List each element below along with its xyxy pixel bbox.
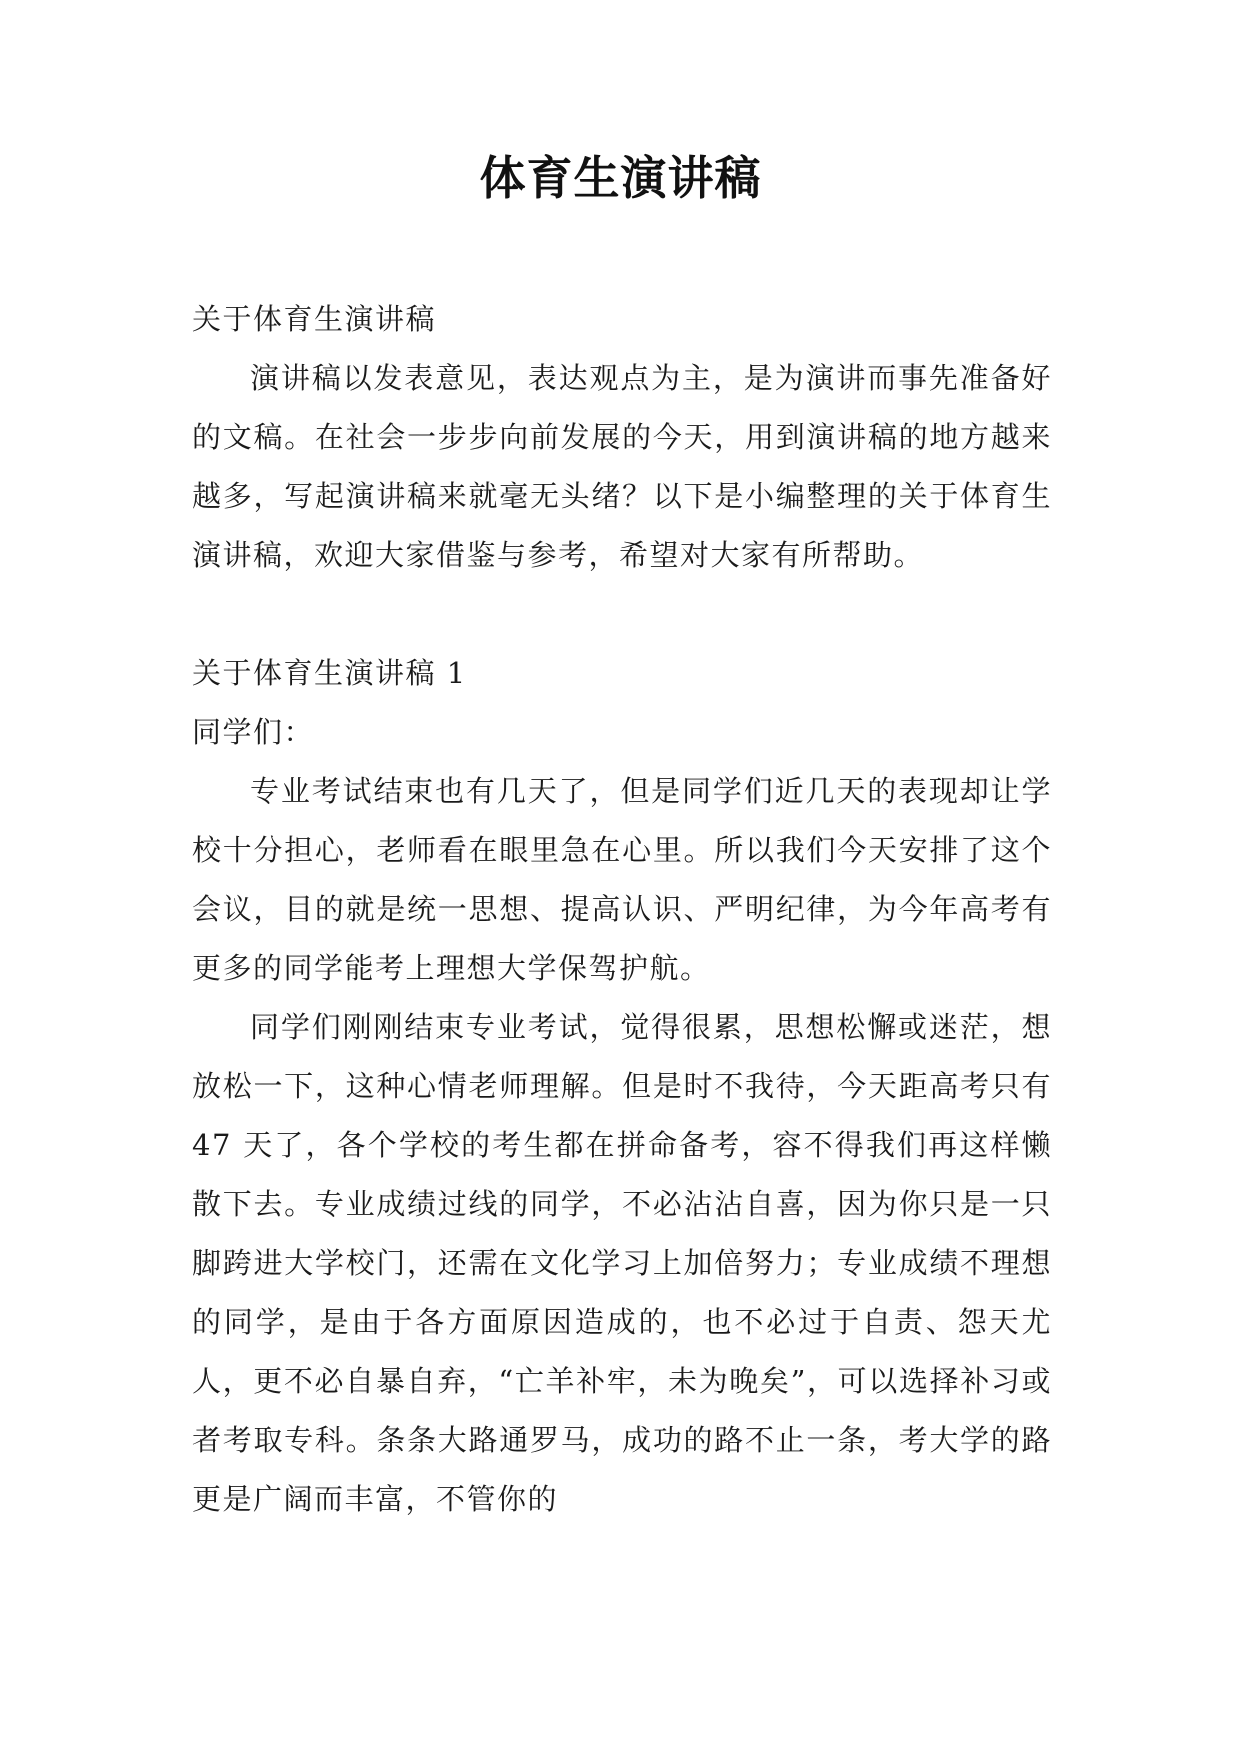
document-title: 体育生演讲稿 bbox=[479, 151, 762, 205]
body-paragraph-1: 专业考试结束也有几天了，但是同学们近几天的表现却让学校十分担心，老师看在眼里急在心里。所以我们今天安排了这个会议，目的就是统一思想、提高认识、严明纪律，为今年高考有更多的同学能考上理想大学保驾护航。 bbox=[192, 774, 1052, 985]
section-heading: 关于体育生演讲稿 1 bbox=[192, 656, 467, 690]
document-body bbox=[192, 290, 1052, 1529]
intro-paragraph: 演讲稿以发表意见，表达观点为主，是为演讲而事先准备好的文稿。在社会一步步向前发展的今天，用到演讲稿的地方越来越多，写起演讲稿来就毫无头绪？以下是小编整理的关于体育生演讲稿，欢迎大家借鉴与参考，希望对大家有所帮助。 bbox=[192, 361, 1052, 572]
salutation: 同学们： bbox=[192, 715, 315, 749]
body-paragraph-2: 同学们刚刚结束专业考试，觉得很累，思想松懈或迷茫，想放松一下，这种心情老师理解。但是时不我待，今天距高考只有 47 天了，各个学校的考生都在拼命备考，容不得我们再这样懒散下去。专业成绩过线的同学，不必沾沾自喜，因为你只是一只脚跨进大学校门，还需在文化学习上加倍努力；专业成绩不理想的同学，是由于各方面原因造成的，也不必过于自责、怨天尤人，更不必自暴自弃，“亡羊补牢，未为晚矣”，可以选择补习或者考取专科。条条大路通罗马，成功的路不止一条，考大学的路更是广阔而丰富，不管你的 bbox=[192, 1010, 1052, 1516]
intro-heading: 关于体育生演讲稿 bbox=[192, 302, 437, 336]
section-spacer bbox=[192, 585, 1052, 644]
